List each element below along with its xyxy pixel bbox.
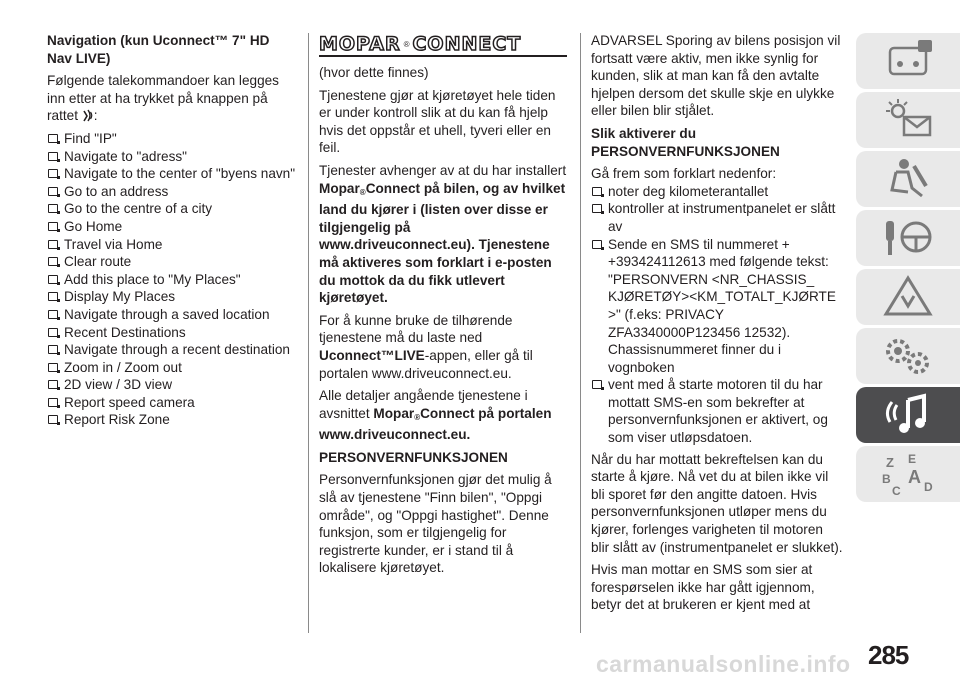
voice-command-item: Find "IP" [47,130,297,148]
watermark: carmanualsonline.info [596,651,851,677]
chapter-tab-index-letters[interactable] [856,446,960,502]
activation-step-item: noter deg kilometerantallet [591,183,843,201]
logo-connect: CONNECT [412,33,522,56]
intro-colon: : [93,108,98,124]
activation-step-item: Sende en SMS til nummeret + +393424112613 med følgende tekst: "PERSONVERN <NR_CHASSIS_ KJØRETØY><KM_TOTALT_KJØRTE >" (f.eks: PRIVACY ZFA3340000P123456 12532). Chassisnummeret finner du i vognboken [591,236,843,377]
failure-text: Hvis man mottar en SMS som sier at forespørselen ikke har gått igjennom, betyr det at brukeren er kjent med at [591,562,815,613]
voice-command-item: Go to the centre of a city [47,200,297,218]
p4-app-name: Uconnect™LIVE [319,347,425,363]
activation-intro: Gå frem som forklart nedenfor: [591,166,777,182]
voice-command-item: Go Home [47,218,297,236]
svg-text:E: E [908,452,917,466]
p3-text: Tjenester avhenger av at du har installert [319,162,567,178]
voice-command-item: Navigate to the center of "byens navn" [47,165,297,183]
svg-text:Z: Z [886,455,894,470]
activation-heading: Slik aktiverer du PERSONVERNFUNKSJONEN [591,125,780,159]
p3-registered: ® [359,187,366,197]
p3-mopar: Mopar [319,180,360,196]
heading-rule [319,55,567,57]
index-letters-icon [878,451,938,497]
voice-command-item: Travel via Home [47,236,297,254]
chapter-tab-maintenance-gears[interactable] [856,328,960,384]
column-divider-2 [580,33,581,633]
intro-text: Følgende talekommandoer kan legges inn etter at ha trykket på knappen på rattet [47,73,279,124]
services-description: Tjenestene gjør at kjøretøyet hele tiden er under kontroll slik at du kan få hjelp hvis det oppstår et uhell, tyveri eller en feil. [319,87,556,156]
voice-command-item: Display My Places [47,288,297,306]
column-privacy-activation [591,32,843,619]
voice-command-item: Navigate through a recent destination [47,341,297,359]
car-info-icon [878,38,938,84]
p5-mopar: Mopar [373,405,415,421]
breakdown-triangle-icon [878,274,938,320]
svg-text:D: D [924,480,933,494]
mopar-connect-logo [319,32,569,54]
column-navigation [47,32,297,433]
app-download [319,312,569,382]
voice-command-item: Zoom in / Zoom out [47,359,297,377]
voice-command-item: Navigate through a saved location [47,306,297,324]
svg-text:C: C [892,484,901,497]
chapter-tab-warning-lights[interactable] [856,92,960,148]
p5-text: Alle detaljer angående tjenestene i avsnittet [319,388,528,421]
airbag-seat-icon [878,156,938,202]
details-note [319,387,569,444]
column-mopar-connect [319,32,569,582]
svg-text:B: B [882,472,891,486]
chapter-tab-car-info[interactable] [856,33,960,89]
activation-step-item: kontroller at instrumentpanelet er slått av [591,200,843,235]
voice-command-item: Recent Destinations [47,324,297,342]
voice-command-item: Go to an address [47,183,297,201]
voice-command-item: Report Risk Zone [47,411,297,429]
availability-note: (hvor dette finnes) [319,65,429,80]
logo-mopar: MOPAR [319,33,401,56]
column-divider-1 [308,33,309,633]
activation-steps [591,183,843,447]
svg-text:A: A [908,467,921,487]
maintenance-gears-icon [878,333,938,379]
voice-command-item: Navigate to "adress" [47,148,297,166]
activation-step-item: vent med å starte motoren til du har mottatt SMS-en som bekrefter at personvernfunksjonen er aktivert, og som viser utløpsdatoen. [591,376,843,446]
p5-registered: ® [414,412,421,422]
p4-portal: -appen, eller gå til portalen www.driveuconnect.eu. [319,347,533,381]
key-steering-icon [878,215,938,261]
voice-command-item: Add this place to "My Places" [47,271,297,289]
voice-command-item: Report speed camera [47,394,297,412]
privacy-description: Personvernfunksjonen gjør det mulig å slå av tjenestene "Finn bilen", "Oppgi område", og "Oppgi hastighet". Denne funksjon, som er tilgjengelig for registrerte kunder, er i stand til å lokalisere kjøretøyet. [319,472,552,576]
voice-command-icon [82,109,94,122]
services-dependency [319,162,569,307]
page-number: 285 [868,640,909,670]
warning-lights-icon [878,97,938,143]
warning-text: ADVARSEL Sporing av bilens posisjon vil fortsatt være aktiv, men ikke synlig for kunden, slik at man kan få den avtalte hjelpen dersom det skulle skje en ulykke eller bilen blir stjålet. [591,33,841,119]
voice-command-item: 2D view / 3D view [47,376,297,394]
voice-command-item: Clear route [47,253,297,271]
chapter-tab-key-steering[interactable] [856,210,960,266]
p3-bold: Connect på bilen, og av hvilket land du kjører i (listen over disse er tilgjengelig på www.driveuconnect.eu). Tjenestene må aktiveres som forklart i e-posten du mottok da du fikk utlevert kjøretøyet. [319,180,566,306]
logo-registered-mark: ® [403,40,410,50]
chapter-tabs [856,33,960,505]
p4-text: For å kunne bruke de tilhørende tjenestene må du laste ned [319,312,513,346]
p5-bold: Connect på portalen www.driveuconnect.eu. [319,405,552,443]
voice-command-list [47,130,297,429]
chapter-tab-multimedia[interactable] [856,387,960,443]
chapter-tab-airbag-seat[interactable] [856,151,960,207]
chapter-tab-breakdown-triangle[interactable] [856,269,960,325]
privacy-heading: PERSONVERNFUNKSJONEN [319,449,508,465]
multimedia-icon [878,392,938,438]
confirmation-text: Når du har mottatt bekreftelsen kan du starte å kjøre. Nå vet du at bilen ikke vil bli sporet før den angitte datoen. Hvis personvernfunksjonen utløper mens du kjører, forlenges varigheten til motoren blir slått av (instrumentpanelet er slukket). [591,451,843,555]
navigation-intro [47,72,297,125]
navigation-heading: Navigation (kun Uconnect™ 7" HD Nav LIVE) [47,33,270,66]
